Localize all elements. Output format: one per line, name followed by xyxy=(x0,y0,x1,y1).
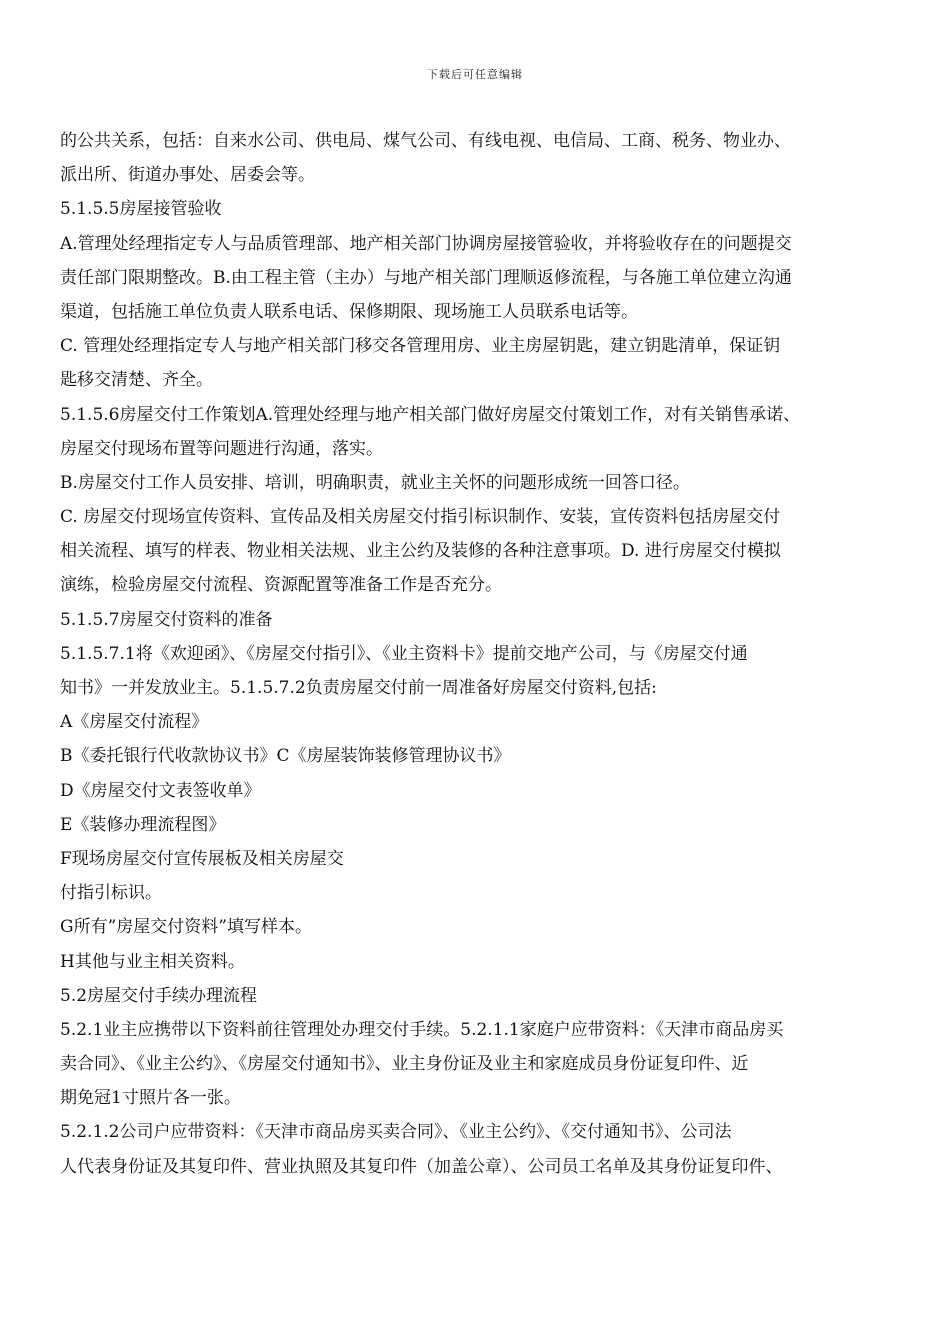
text-line: 匙移交清楚、齐全。 xyxy=(60,370,213,391)
text-line: 期免冠1寸照片各一张。 xyxy=(60,1088,241,1109)
text-line: 5.2.1业主应携带以下资料前往管理处办理交付手续。5.2.1.1家庭户应带资料：《天津市商品房买 xyxy=(60,1019,784,1040)
text-line: 责任部门限期整改。B.由工程主管（主办）与地产相关部门理顺返修流程，与各施工单位建立沟通 xyxy=(60,267,792,288)
text-line: C. 房屋交付现场宣传资料、宣传品及相关房屋交付指引标识制作、安装，宣传资料包括房屋交付 xyxy=(60,507,781,528)
text-line: 5.1.5.6房屋交付工作策划A.管理处经理与地产相关部门做好房屋交付策划工作，对有关销售承诺、 xyxy=(60,404,801,425)
text-line: 5.2.1.2公司户应带资料：《天津市商品房买卖合同》、《业主公约》、《交付通知书》、公司法 xyxy=(60,1122,732,1143)
page-header: 下载后可任意编辑 xyxy=(427,68,523,81)
text-line: 5.1.5.7.1将《欢迎函》、《房屋交付指引》、《业主资料卡》提前交地产公司，与《房屋交付通 xyxy=(60,643,748,664)
list-item: D《房屋交付文表签收单》 xyxy=(60,780,261,801)
section-heading: 5.1.5.7房屋交付资料的准备 xyxy=(60,609,273,630)
text-line: 人代表身份证及其复印件、营业执照及其复印件（加盖公章）、公司员工名单及其身份证复印件、 xyxy=(60,1156,783,1177)
list-item: 付指引标识。 xyxy=(60,883,162,904)
text-line: B.房屋交付工作人员安排、培训，明确职责，就业主关怀的问题形成统一回答口径。 xyxy=(60,472,690,493)
text-line: 卖合同》、《业主公约》、《房屋交付通知书》、业主身份证及业主和家庭成员身份证复印件、近 xyxy=(60,1054,749,1075)
text-line: 相关流程、填写的样表、物业相关法规、业主公约及装修的各种注意事项。D. 进行房屋交付模拟 xyxy=(60,541,781,562)
text-line: 房屋交付现场布置等问题进行沟通，落实。 xyxy=(60,438,383,459)
list-item: B《委托银行代收款协议书》C《房屋装饰装修管理协议书》 xyxy=(60,746,511,767)
list-item: G所有”房屋交付资料”填写样本。 xyxy=(60,917,312,938)
list-item: A《房屋交付流程》 xyxy=(60,712,209,733)
text-line: 演练，检验房屋交付流程、资源配置等准备工作是否充分。 xyxy=(60,575,502,596)
list-item: H其他与业主相关资料。 xyxy=(60,951,245,972)
list-item: F现场房屋交付宣传展板及相关房屋交 xyxy=(60,848,344,869)
text-line: 知书》一并发放业主。5.1.5.7.2负责房屋交付前一周准备好房屋交付资料,包括: xyxy=(60,678,657,698)
text-line: 的公共关系，包括：自来水公司、供电局、煤气公司、有线电视、电信局、工商、税务、物业办、 xyxy=(60,131,791,151)
text-line: A.管理处经理指定专人与品质管理部、地产相关部门协调房屋接管验收，并将验收存在的问题提交 xyxy=(60,233,792,254)
document-body xyxy=(60,124,892,1184)
text-line: 派出所、街道办事处、居委会等。 xyxy=(60,165,315,186)
text-line: 渠道，包括施工单位负责人联系电话、保修期限、现场施工人员联系电话等。 xyxy=(60,301,638,322)
text-line: C. 管理处经理指定专人与地产相关部门移交各管理用房、业主房屋钥匙，建立钥匙清单，保证钥 xyxy=(60,336,781,357)
section-heading: 5.2房屋交付手续办理流程 xyxy=(60,985,258,1006)
section-heading: 5.1.5.5房屋接管验收 xyxy=(60,199,222,220)
list-item: E《装修办理流程图》 xyxy=(60,814,226,835)
